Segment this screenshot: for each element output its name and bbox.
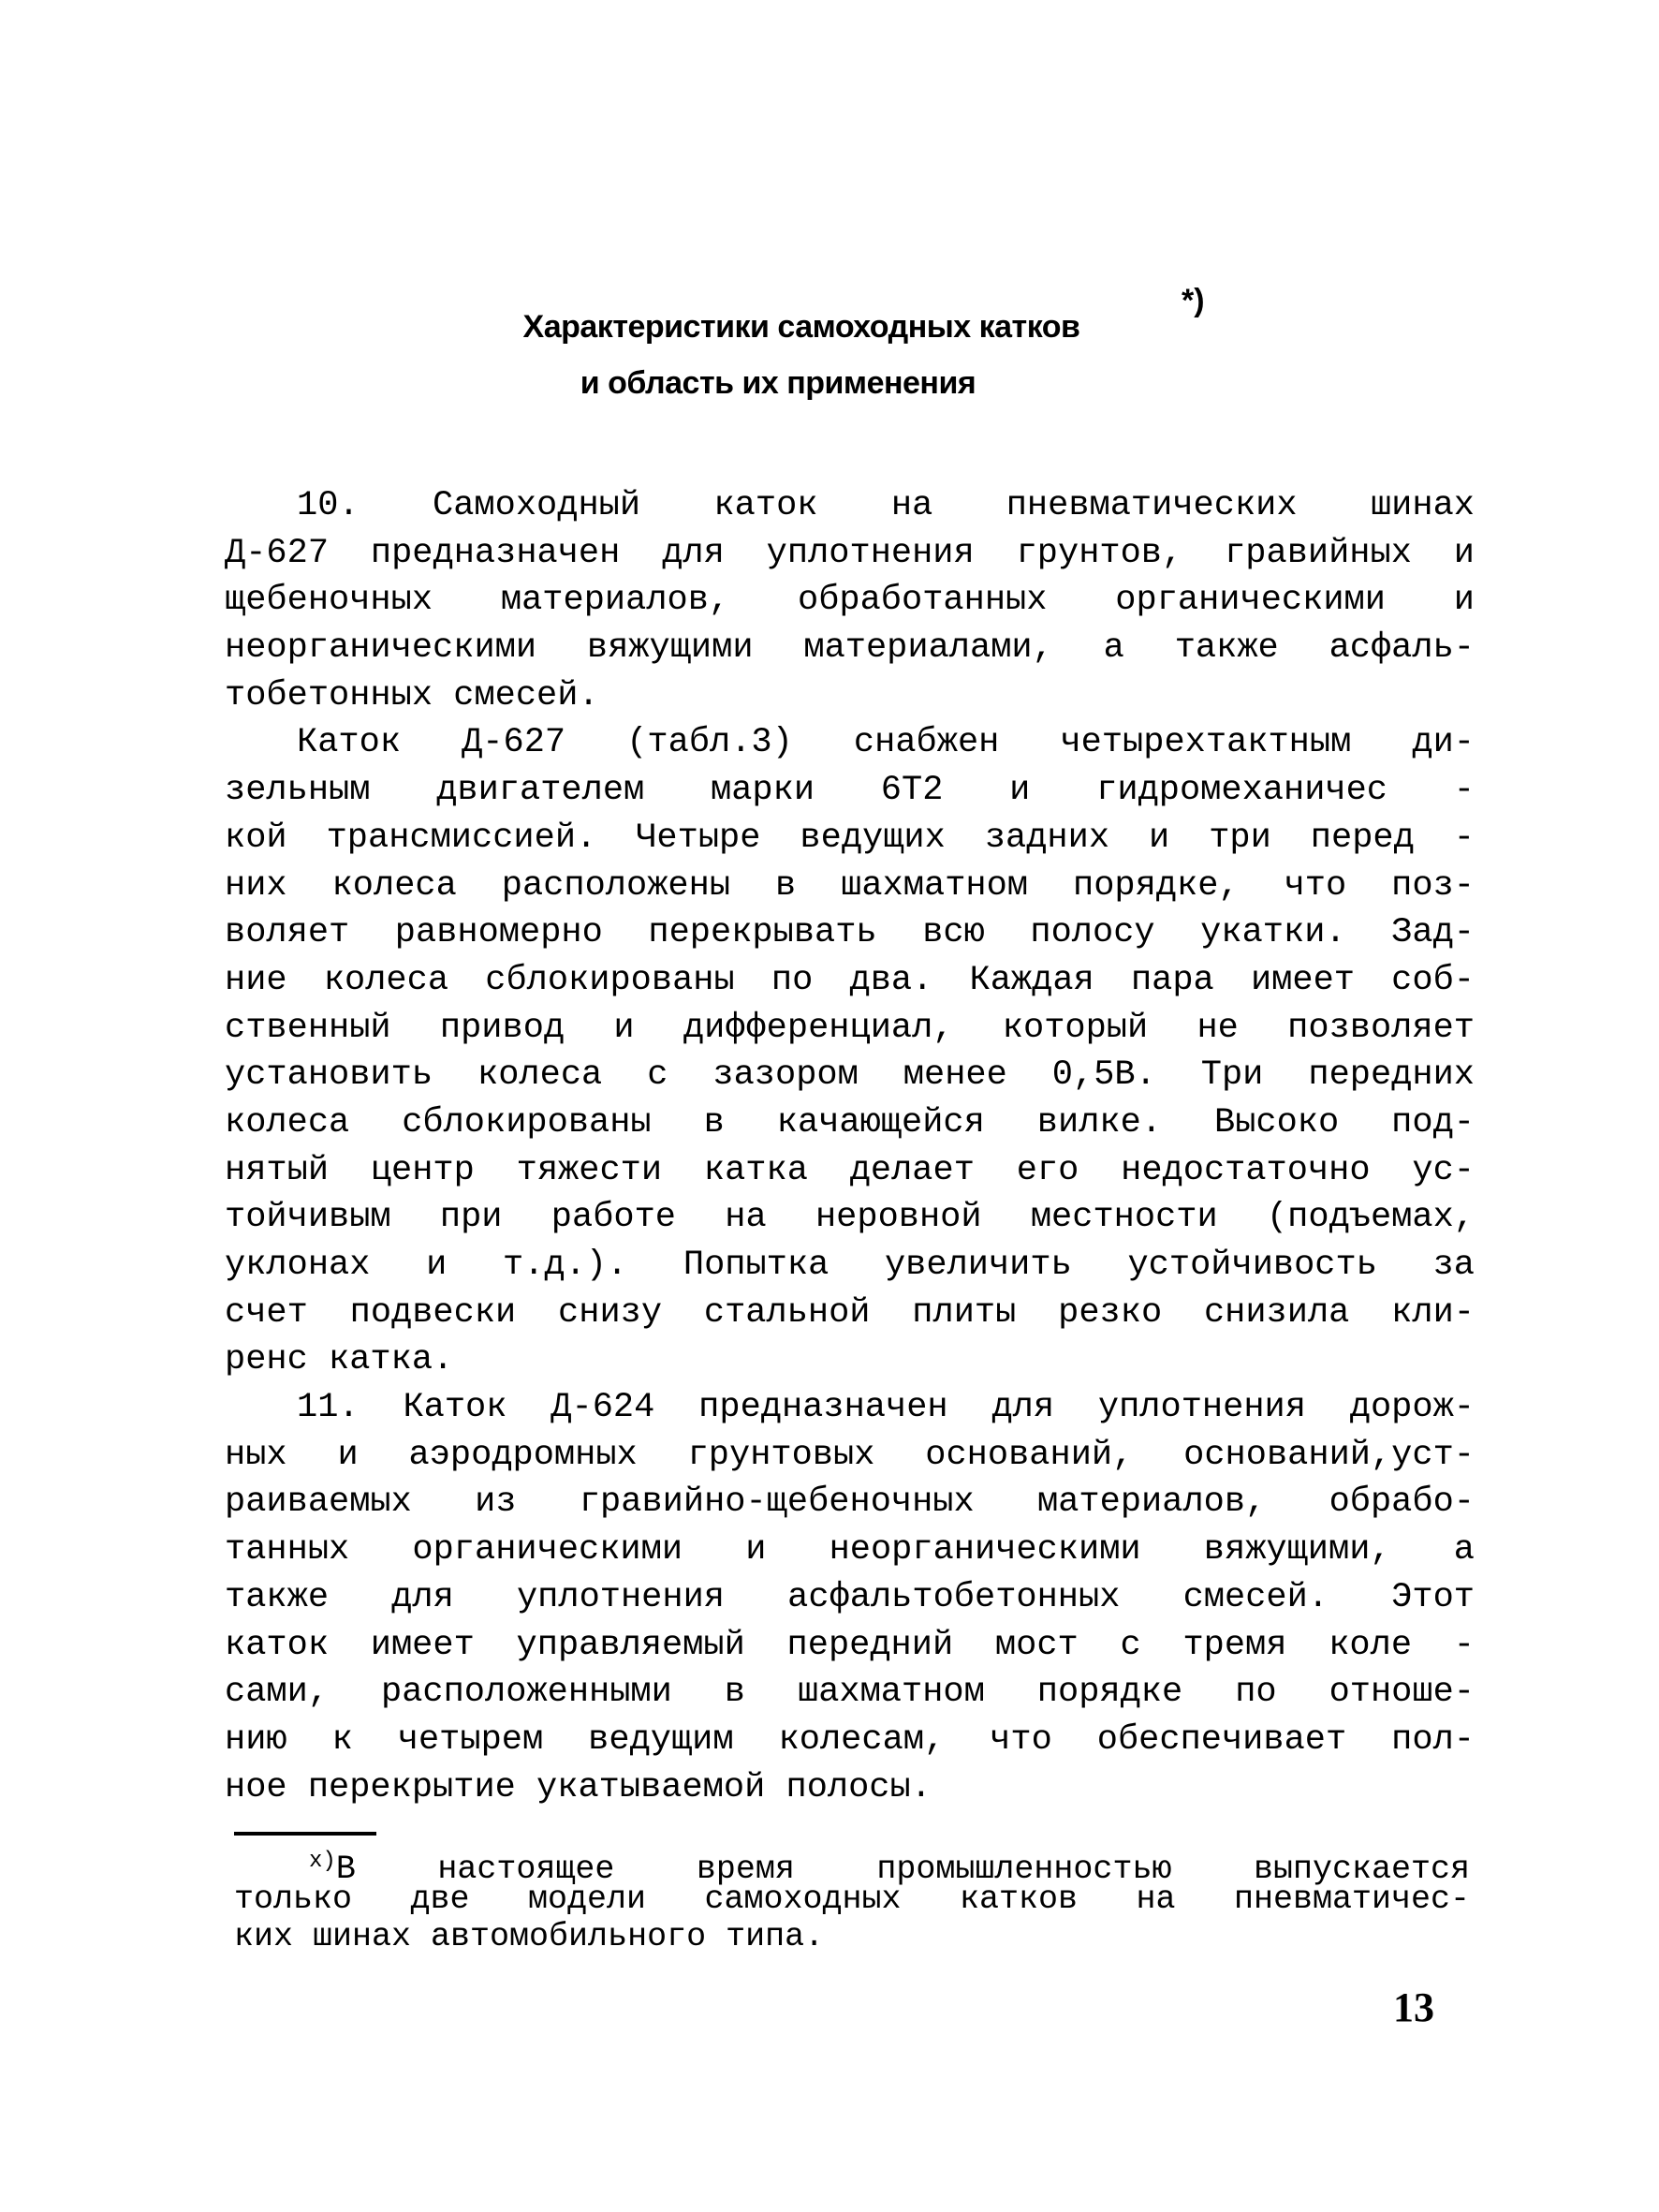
footnote-text: В настоящее время промышленностью выпускается: [335, 1851, 1470, 1888]
paragraph-1-line: тобетонных смесей.: [225, 675, 599, 715]
paragraph-3-line: ных и аэродромных грунтовых оснований, оснований,уст-: [225, 1435, 1475, 1475]
paragraph-3-line: сами, расположенными в шахматном порядке по отноше-: [225, 1673, 1475, 1713]
paragraph-3-line: ное перекрытие укатываемой полосы.: [225, 1767, 932, 1807]
paragraph-2-line: Каток Д-627 (табл.3) снабжен четырехтактным ди-: [297, 723, 1475, 763]
heading-footnote-mark: *): [1182, 283, 1205, 318]
paragraph-2-line: ренс катка.: [225, 1340, 454, 1380]
paragraph-3-line: также для уплотнения асфальтобетонных смесей. Этот: [225, 1577, 1475, 1617]
footnote-divider: [234, 1832, 376, 1836]
paragraph-2-line: ственный привод и дифференциал, который не позволяет: [225, 1008, 1475, 1048]
footnote-text: только две модели самоходных катков на пневматичес-: [234, 1880, 1470, 1918]
paragraph-2-line: кой трансмиссией. Четыре ведущих задних и три перед -: [225, 818, 1475, 858]
paragraph-2-line: нятый центр тяжести катка делает его недостаточно ус-: [225, 1150, 1475, 1190]
paragraph-3-line: раиваемых из гравийно-щебеночных материалов, обрабо-: [225, 1482, 1475, 1523]
paragraph-1-line: Д-627 предназначен для уплотнения грунтов, гравийных и: [225, 533, 1475, 573]
paragraph-2-line: уклонах и т.д.). Попытка увеличить устойчивость за: [225, 1246, 1475, 1285]
footnote-text: ких шинах автомобильного типа.: [234, 1918, 825, 1955]
page-number: 13: [1393, 1984, 1434, 2030]
paragraph-3-line: каток имеет управляемый передний мост с тремя коле -: [225, 1625, 1475, 1665]
footnote: [234, 1843, 1470, 1955]
footnote-mark: х): [309, 1849, 336, 1874]
paragraph-1-line: неорганическими вяжущими материалами, а также асфаль-: [225, 628, 1475, 669]
paragraph-2-line: счет подвески снизу стальной плиты резко снизила кли-: [225, 1292, 1475, 1333]
paragraph-2-line: воляет равномерно перекрывать всю полосу укатки. Зад-: [225, 913, 1475, 953]
footnote-line: [234, 1918, 1470, 1955]
paragraph-1-line: щебеночных материалов, обработанных органическими и: [225, 581, 1475, 621]
footnote-line: [234, 1843, 1470, 1888]
paragraph-2-line: колеса сблокированы в качающейся вилке. Высоко под-: [225, 1102, 1475, 1143]
body-text: [225, 482, 1475, 1811]
heading-line-1: Характеристики самоходных катков: [522, 309, 1080, 345]
paragraph-2-line: ние колеса сблокированы по два. Каждая пара имеет соб-: [225, 960, 1475, 1000]
paragraph-3-line: нию к четырем ведущим колесам, что обеспечивает пол-: [225, 1719, 1475, 1760]
paragraph-1-line: 10. Самоходный каток на пневматических шинах: [297, 486, 1475, 525]
paragraph-3-line: танных органическими и неорганическими вяжущими, а: [225, 1530, 1475, 1571]
paragraph-3-line: 11. Каток Д-624 предназначен для уплотнения дорож-: [297, 1388, 1475, 1428]
paragraph-2-line: зельным двигателем марки 6Т2 и гидромеханичес -: [225, 771, 1475, 811]
heading-line-2: и область их применения: [580, 365, 976, 401]
footnote-line: [234, 1880, 1470, 1918]
paragraph-2-line: тойчивым при работе на неровной местности (подъемах,: [225, 1198, 1475, 1238]
paragraph-2-line: установить колеса с зазором менее 0,5В. Три передних: [225, 1055, 1475, 1096]
paragraph-2-line: них колеса расположены в шахматном порядке, что поз-: [225, 865, 1475, 906]
